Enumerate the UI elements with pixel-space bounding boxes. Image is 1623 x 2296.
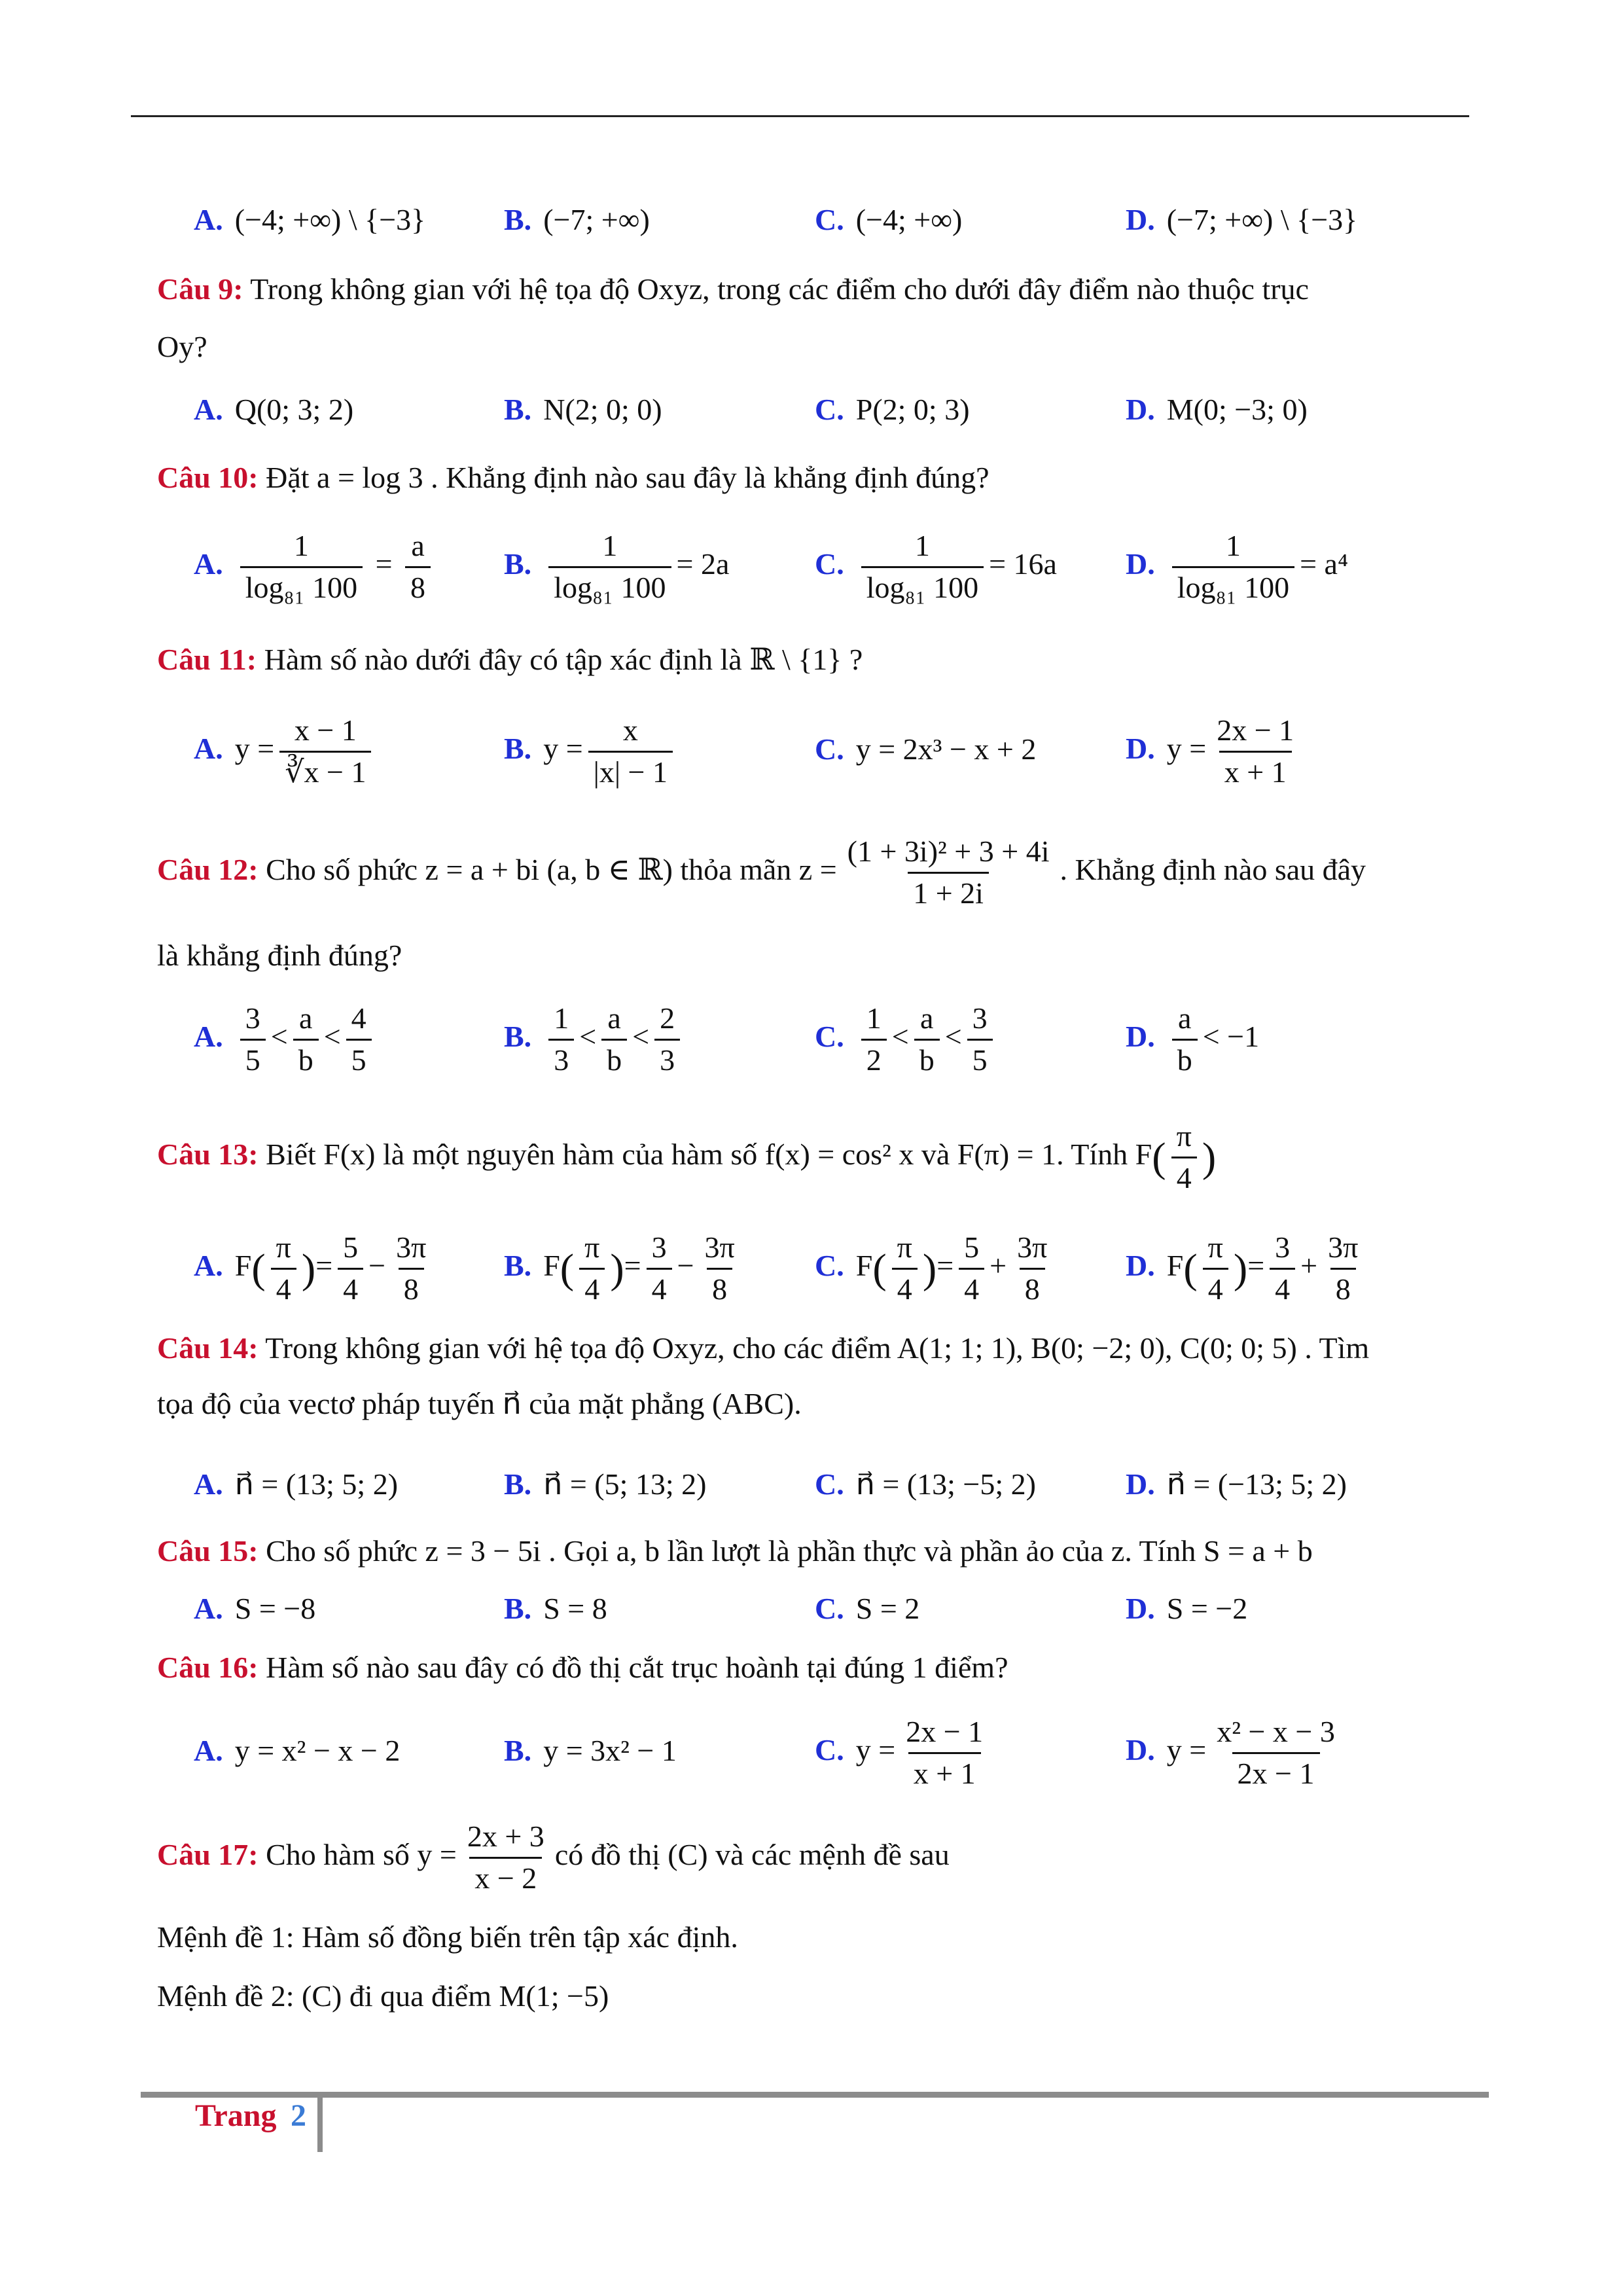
q16-option-a[interactable] [194,1731,400,1770]
option-lhs: y = [543,731,583,765]
denominator: log₈₁ 100 [240,566,363,605]
q15-option-d[interactable] [1126,1589,1247,1628]
option-label: D. [1126,1467,1155,1501]
denominator: x + 1 [908,1752,981,1791]
denominator: 5 [240,1039,266,1078]
fraction [861,529,984,605]
numerator: 1 [866,1001,882,1035]
denominator: 8 [707,1268,732,1307]
fraction [1211,713,1299,790]
numerator: π [276,1230,291,1264]
numerator: 3 [972,1001,988,1035]
numerator: 3 [651,1230,667,1264]
q11-option-c[interactable] [815,730,1036,769]
option-label: C. [815,203,844,236]
q10-line [157,458,990,497]
numerator: 5 [343,1230,359,1264]
denominator: 8 [405,566,431,605]
option-label: C. [815,1019,844,1053]
fraction [1172,529,1294,605]
option-label: B. [504,1467,532,1501]
q8-option-a[interactable] [194,200,425,240]
denominator: 4 [1270,1268,1295,1307]
fraction [462,1820,550,1896]
option-text: P(2; 0; 3) [855,393,970,426]
q15-option-b[interactable] [504,1589,607,1628]
numerator: 1 [1225,529,1241,562]
operator: − [368,1248,386,1282]
q10-option-d[interactable] [1126,529,1348,605]
numerator: 1 [293,529,309,562]
denominator: 8 [1020,1268,1045,1307]
question-label: Câu 9: [157,272,243,306]
numerator: 5 [964,1230,980,1264]
numerator: 2 [660,1001,675,1035]
q14-line1 [157,1329,1369,1368]
numerator: 2x − 1 [1217,713,1294,747]
option-label: D. [1126,1019,1155,1053]
numerator: 3π [704,1230,735,1264]
option-lhs: y = [234,731,275,765]
numerator: a [1178,1001,1192,1035]
q13-option-c[interactable]: C. F( $\frac{\pi}{4}$ )= $\frac{5}{4}$ + $\frac{3\pi}{8}$ [815,1230,1058,1307]
q12-line2: là khẳng định đúng? [157,939,402,972]
option-label: B. [504,1734,532,1767]
q8-option-c[interactable] [815,200,962,240]
option-text: M(0; −3; 0) [1166,393,1308,426]
denominator: 4 [647,1268,672,1307]
q17-proposition-2: Mệnh đề 2: (C) đi qua điểm M(1; −5) [157,1979,609,2013]
operator: − [677,1248,694,1282]
question-text: Trong không gian với hệ tọa độ Oxyz, cho các điểm A(1; 1; 1), B(0; −2; 0), C(0; 0; 5) . Tìm [265,1331,1370,1365]
numerator: π [897,1230,912,1264]
q12-option-d[interactable] [1126,1001,1259,1078]
q9-option-a[interactable] [194,390,353,429]
denominator: 4 [959,1268,984,1307]
q14-option-a[interactable] [194,1465,398,1504]
numerator: a [298,1001,313,1035]
option-label: B. [504,393,532,426]
q10-option-b[interactable] [504,529,729,605]
option-label: B. [504,1248,532,1282]
fraction [240,529,363,605]
question-label: Câu 17: [157,1837,259,1871]
fraction [842,834,1055,911]
option-text: n⃗ = (13; −5; 2) [855,1467,1036,1501]
numerator: π [584,1230,600,1264]
q12-option-b[interactable]: B. $\frac{1}{3}$ < $\frac{a}{b}$ < $\frac{2}{3}$ [504,1001,685,1078]
option-text: y = 3x² − 1 [543,1734,677,1767]
option-rhs: = 2a [676,547,730,581]
option-label: A. [194,547,223,581]
denominator: 4 [892,1268,918,1307]
q11-option-b[interactable] [504,713,678,790]
denominator: 4 [271,1268,296,1307]
denominator: |x| − 1 [588,751,673,790]
question-label: Câu 11: [157,643,257,676]
q13-option-b[interactable]: B. F( $\frac{\pi}{4}$ )= $\frac{3}{4}$ − $\frac{3\pi}{8}$ [504,1230,745,1307]
q12-line1 [157,834,1366,911]
q14-option-b[interactable] [504,1465,706,1504]
numerator: x [622,713,638,747]
denominator: 3 [654,1039,680,1078]
option-label: C. [815,1592,844,1625]
numerator: 2x − 1 [906,1715,984,1748]
numerator: a [919,1001,934,1035]
option-text: Q(0; 3; 2) [234,393,354,426]
fraction [588,713,673,790]
option-text: S = −8 [234,1592,316,1625]
question-text: Cho hàm số y = [266,1837,457,1871]
question-label: Câu 15: [157,1534,259,1568]
question-text: Hàm số nào sau đây có đồ thị cắt trục hoành tại đúng 1 điểm? [266,1651,1008,1684]
q9-option-b[interactable] [504,390,662,429]
denominator: 5 [346,1039,372,1078]
option-label: C. [815,1467,844,1501]
numerator: 3 [1275,1230,1291,1264]
option-label: B. [504,203,532,236]
page-number: 2 [291,2098,306,2133]
option-text: (−4; +∞) [855,203,963,236]
numerator: 3π [1328,1230,1359,1264]
q13-line: Câu 13: Biết F(x) là một nguyên hàm của hàm số f(x) = cos² x và F(π) = 1. Tính F( $\frac{\pi}{4}$ ) [157,1119,1217,1194]
denominator: x − 2 [469,1857,542,1896]
option-label: C. [815,1248,844,1282]
denominator: 4 [579,1268,605,1307]
page-label: Trang [195,2098,277,2133]
operator: + [1300,1248,1318,1282]
option-label: A. [194,731,223,765]
numerator: 1 [554,1001,569,1035]
denominator: 4 [1171,1157,1197,1196]
operator: + [990,1248,1007,1282]
denominator: log₈₁ 100 [548,566,671,605]
q13-option-d[interactable]: D. F( $\frac{\pi}{4}$ )= $\frac{3}{4}$ + $\frac{3\pi}{8}$ [1126,1230,1368,1307]
numerator: 3 [245,1001,260,1035]
denominator: b [601,1039,627,1078]
numerator: 1 [602,529,618,562]
option-rhs: = 16a [989,547,1057,581]
option-text: N(2; 0; 0) [543,393,662,426]
fraction [279,713,371,790]
fraction [548,529,671,605]
option-label: D. [1126,1592,1155,1625]
option-label: C. [815,547,844,581]
q15-option-c[interactable] [815,1589,919,1628]
option-text: S = 8 [543,1592,607,1625]
option-label: C. [815,1732,844,1767]
denominator: 8 [399,1268,424,1307]
question-text: Trong không gian với hệ tọa độ Oxyz, trong các điểm cho dưới đây điểm nào thuộc trục [250,272,1309,306]
option-tail: < −1 [1202,1019,1260,1053]
q14-option-d[interactable] [1126,1465,1347,1504]
option-label: B. [504,1592,532,1625]
q11-option-a[interactable] [194,713,376,790]
q13-option-a[interactable]: A. F( $\frac{\pi}{4}$ )= $\frac{5}{4}$ − $\frac{3\pi}{8}$ [194,1230,437,1307]
q17-line [157,1820,950,1896]
option-text: S = −2 [1166,1592,1248,1625]
q9-option-d[interactable] [1126,390,1308,429]
question-label: Câu 12: [157,852,259,886]
option-text: n⃗ = (5; 13; 2) [543,1467,707,1501]
option-label: B. [504,731,532,765]
option-rhs: = a⁴ [1300,547,1348,581]
option-label: D. [1126,547,1155,581]
q9-line1 [157,270,1309,309]
q15-line [157,1532,1313,1571]
q16-option-d[interactable] [1126,1715,1346,1791]
numerator: π [1207,1230,1223,1264]
option-label: C. [815,393,844,426]
denominator: x + 1 [1219,751,1292,790]
denominator: 4 [338,1268,363,1307]
option-label: A. [194,1248,223,1282]
footer-divider [317,2092,323,2152]
denominator: b [1172,1039,1198,1078]
question-label: Câu 14: [157,1331,259,1365]
denominator: b [914,1039,940,1078]
q16-line [157,1648,1008,1687]
option-label: D. [1126,203,1155,236]
numerator: 1 [914,529,930,562]
denominator: b [293,1039,319,1078]
question-text-tail: . Khẳng định nào sau đây [1060,852,1366,886]
numerator: π [1176,1119,1192,1153]
denominator: 3 [548,1039,574,1078]
option-label: B. [504,1019,532,1053]
numerator: 3π [1017,1230,1048,1264]
q12-option-c[interactable]: C. $\frac{1}{2}$ < $\frac{a}{b}$ < $\frac{3}{5}$ [815,1001,998,1078]
denominator: 2 [861,1039,887,1078]
option-text: n⃗ = (−13; 5; 2) [1166,1467,1347,1501]
option-text: y = x² − x − 2 [234,1734,401,1767]
q11-line [157,640,863,679]
denominator: 2x − 1 [1232,1752,1320,1791]
fraction [1211,1715,1340,1791]
option-text: (−7; +∞) \ {−3} [1166,203,1358,236]
question-text: Cho số phức z = 3 − 5i . Gọi a, b lần lượt là phần thực và phần ảo của z. Tính S = a + b [266,1534,1313,1568]
numerator: 4 [351,1001,366,1035]
option-text: y = 2x³ − x + 2 [855,732,1037,766]
numerator: x − 1 [294,713,357,747]
header-rule [131,115,1469,117]
footer-rule [141,2092,1489,2098]
fraction [1171,1119,1197,1196]
numerator: a [607,1001,621,1035]
q9-line2: Oy? [157,330,207,363]
question-text: Biết F(x) là một nguyên hàm của hàm số f(x) = cos² x và F(π) = 1. Tính [266,1137,1128,1171]
denominator: log₈₁ 100 [861,566,984,605]
fraction [901,1715,988,1791]
question-text: Cho số phức z = a + bi (a, b ∈ ℝ) thỏa mãn z = [266,852,837,886]
option-lhs: y = [1166,1732,1207,1767]
q14-option-c[interactable] [815,1465,1036,1504]
option-text: (−7; +∞) [543,203,650,236]
q9-option-c[interactable] [815,390,970,429]
q17-proposition-1: Mệnh đề 1: Hàm số đồng biến trên tập xác định. [157,1920,738,1954]
q8-option-d[interactable] [1126,200,1357,240]
numerator: 2x + 3 [467,1820,544,1853]
option-lhs: y = [1166,731,1207,765]
q15-option-a[interactable] [194,1589,315,1628]
denominator: log₈₁ 100 [1172,566,1294,605]
option-label: D. [1126,731,1155,765]
question-label: Câu 13: [157,1137,259,1171]
option-label: A. [194,1019,223,1053]
numerator: 3π [396,1230,427,1264]
denominator: 4 [1203,1268,1228,1307]
option-label: D. [1126,393,1155,426]
option-text: n⃗ = (13; 5; 2) [234,1467,399,1501]
denominator: 1 + 2i [908,872,989,911]
numerator: x² − x − 3 [1217,1715,1335,1748]
question-label: Câu 10: [157,461,259,494]
option-label: A. [194,1734,223,1767]
option-label: C. [815,732,844,766]
q10-option-c[interactable] [815,529,1057,605]
option-label: A. [194,1467,223,1501]
q16-option-c[interactable] [815,1715,993,1791]
q10-option-a[interactable]: A. $\frac{1}{\text{log₈₁ 100}}$ = $\frac{a}{8}$ [194,529,436,605]
option-label: B. [504,547,532,581]
question-text-tail: có đồ thị (C) và các mệnh đề sau [554,1837,950,1871]
option-label: A. [194,203,223,236]
option-label: D. [1126,1248,1155,1282]
q12-option-a[interactable]: A. $\frac{3}{5}$ < $\frac{a}{b}$ < $\frac{4}{5}$ [194,1001,377,1078]
q11-option-d[interactable] [1126,713,1304,790]
numerator: (1 + 3i)² + 3 + 4i [847,834,1050,868]
option-label: A. [194,393,223,426]
question-text: Hàm số nào dưới đây có tập xác định là ℝ \ {1} ? [264,643,863,676]
option-label: D. [1126,1732,1155,1767]
fraction [405,529,431,605]
option-label: A. [194,1592,223,1625]
option-text: S = 2 [855,1592,920,1625]
option-lhs: y = [855,1732,896,1767]
option-text: (−4; +∞) \ {−3} [234,203,426,236]
question-label: Câu 16: [157,1651,259,1684]
q14-line2: tọa độ của vectơ pháp tuyến n⃗ của mặt phẳng (ABC). [157,1387,802,1420]
denominator: 5 [967,1039,993,1078]
numerator: a [411,529,425,562]
denominator: 8 [1330,1268,1356,1307]
q16-option-b[interactable] [504,1731,677,1770]
denominator: ∛x − 1 [279,751,371,790]
q8-option-b[interactable] [504,200,650,240]
question-text: Đặt a = log 3 . Khẳng định nào sau đây là khẳng định đúng? [266,461,990,494]
